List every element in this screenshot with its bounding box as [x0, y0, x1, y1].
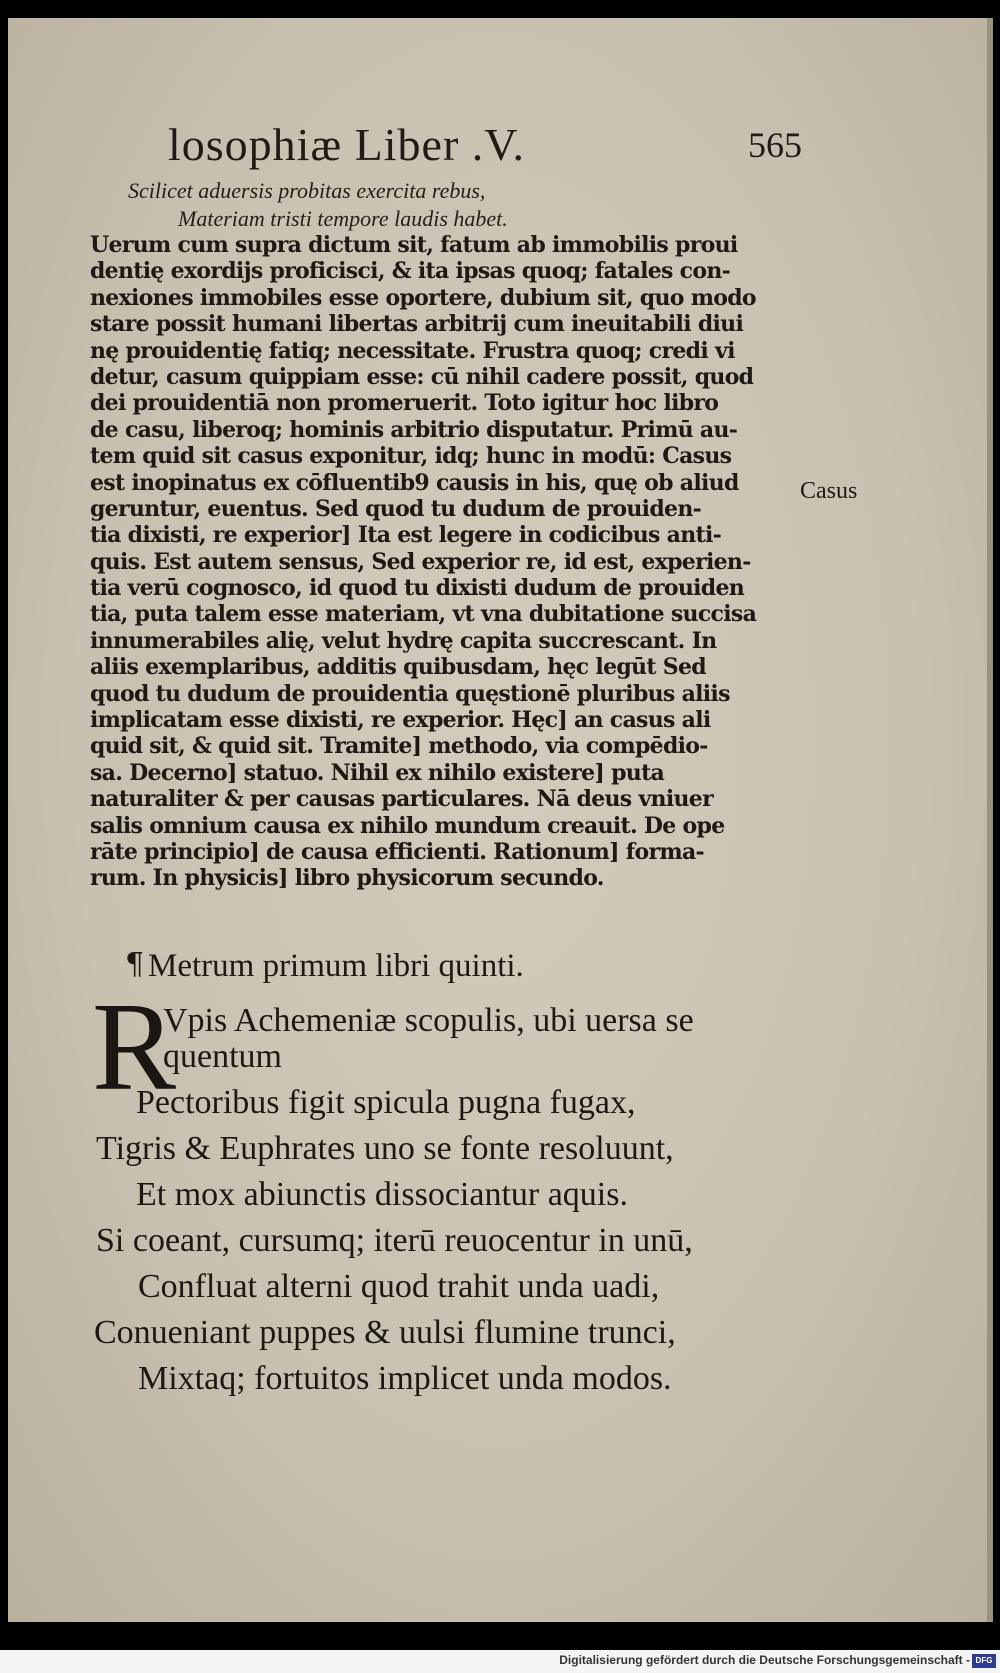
commentary-line: quid sit, & quid sit. Tramite] methodo, via compēdio- [90, 733, 708, 760]
commentary-line: stare possit humani libertas arbitrij cum ineuitabili diui [90, 311, 744, 338]
commentary-block [90, 232, 802, 892]
verse-line: Pectoribus figit spicula pugna fugax, [136, 1084, 636, 1121]
verse-line: Si coeant, cursumq; iterū reuocentur in unū, [96, 1222, 693, 1259]
page-header [168, 118, 808, 172]
commentary-line: Uerum cum supra dictum sit, fatum ab immobilis proui [90, 232, 738, 258]
commentary-line: quis. Est autem sensus, Sed experior re, id est, experien- [90, 548, 751, 575]
commentary-line: implicatam esse dixisti, re experior. Hęc] an casus ali [90, 707, 711, 734]
quote-line-1: Scilicet aduersis probitas exercita rebus, [128, 178, 486, 203]
commentary-line: innumerabiles alię, velut hydrę capita succrescant. In [90, 627, 717, 654]
verse-line: Tigris & Euphrates uno se fonte resoluunt, [96, 1130, 674, 1167]
commentary-line: naturaliter & per causas particulares. Nā deus vniuer [90, 786, 713, 813]
commentary-line: nexiones immobiles esse oportere, dubium sit, quo modo [90, 284, 756, 311]
commentary-line: tia verū cognosco, id quod tu dixisti dudum de prouiden [90, 575, 745, 602]
running-title: losophiæ Liber .V. [168, 119, 526, 170]
commentary-line: de casu, liberoq; hominis arbitrio disputatur. Primū au- [90, 416, 738, 443]
quote-line-2: Materiam tristi tempore laudis habet. [178, 206, 508, 231]
commentary-line: detur, casum quippiam esse: cū nihil cadere possit, quod [90, 363, 754, 390]
margin-note: Casus [800, 478, 858, 504]
commentary-line: geruntur, euentus. Sed quod tu dudum de prouiden- [90, 495, 702, 522]
verse-line: Vpis Achemeniæ scopulis, ubi uersa se [163, 1002, 694, 1039]
commentary-line: est inopinatus ex cōfluentib9 causis in his, quę ob aliud [90, 469, 739, 496]
commentary-line: quod tu dudum de prouidentia quęstionē pluribus aliis [90, 680, 730, 707]
verse-line: quentum [163, 1038, 282, 1075]
commentary-line: aliis exemplaribus, additis quibusdam, hęc legūt Sed [90, 654, 706, 681]
commentary-line: dentię exordijs proficisci, & ita ipsas quoq; fatales con- [90, 258, 731, 285]
dfg-logo: DFG [972, 1654, 996, 1668]
footer-credit: Digitalisierung gefördert durch die Deutsche Forschungsgemeinschaft - [559, 1653, 970, 1667]
drop-cap: R [92, 978, 177, 1117]
verse-line: Et mox abiunctis dissociantur aquis. [136, 1176, 628, 1213]
page-number: 565 [748, 125, 802, 165]
commentary-line: tem quid sit casus exponitur, idq; hunc in modū: Casus [90, 443, 732, 470]
verse-line: Conueniant puppes & uulsi flumine trunci, [94, 1314, 676, 1351]
verse-line: Confluat alterni quod trahit unda uadi, [138, 1268, 660, 1305]
pilcrow-icon: ¶ [125, 947, 145, 982]
commentary-line: rum. In physicis] libro physicorum secundo. [90, 865, 604, 892]
verse-line: Mixtaq; fortuitos implicet unda modos. [138, 1360, 672, 1397]
commentary-line: nę prouidentię fatiq; necessitate. Frustra quoq; credi vi [90, 337, 735, 364]
commentary-line: sa. Decerno] statuo. Nihil ex nihilo existere] puta [90, 759, 665, 786]
footer-bar [0, 1650, 1000, 1673]
commentary-line: rāte principio] de causa efficienti. Rationum] forma- [90, 838, 704, 865]
commentary-line: tia, puta talem esse materiam, vt vna dubitatione succisa [90, 601, 757, 628]
commentary-line: salis omnium causa ex nihilo mundum creauit. De ope [90, 812, 725, 839]
commentary-line: tia dixisti, re experior] Ita est legere in codicibus anti- [90, 522, 722, 549]
commentary-line: dei prouidentiā non promeruerit. Toto igitur hoc libro [90, 390, 719, 417]
meter-heading: Metrum primum libri quinti. [148, 948, 524, 984]
